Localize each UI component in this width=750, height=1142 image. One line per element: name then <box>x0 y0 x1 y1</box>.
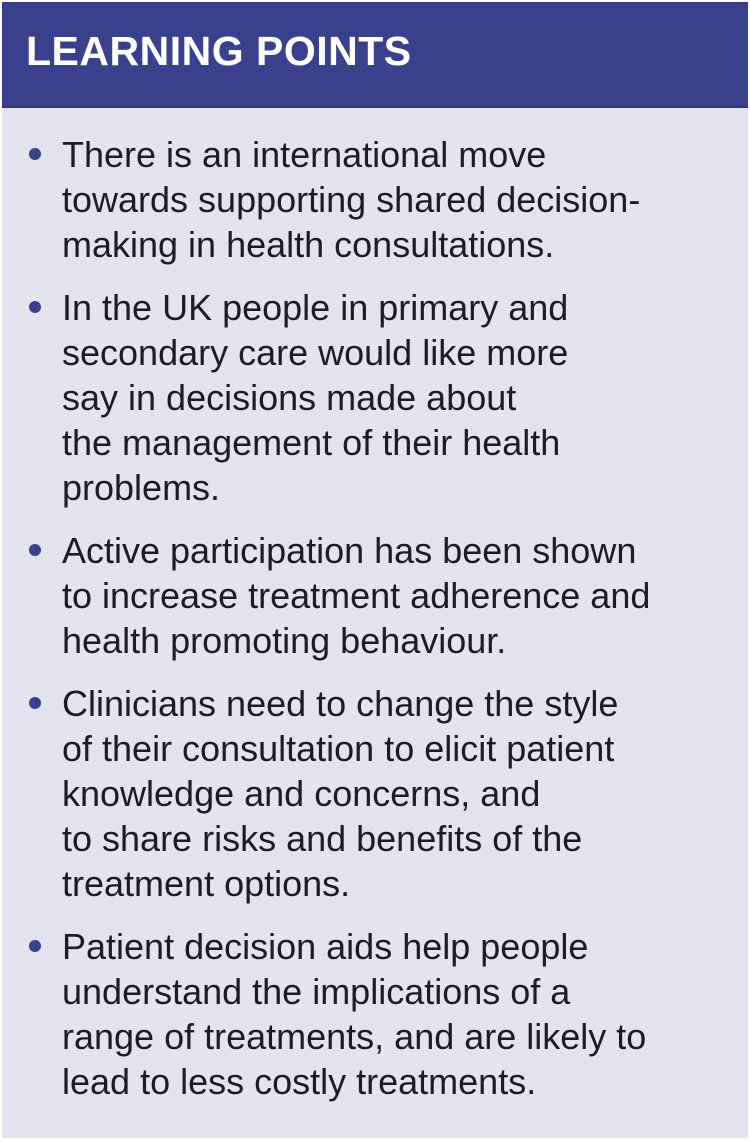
learning-points-header <box>2 2 748 108</box>
point-line: knowledge and concerns, and <box>62 773 541 814</box>
point-line: secondary care would like more <box>62 332 569 373</box>
point-line: Clinicians need to change the style <box>62 683 619 724</box>
point-line: to share risks and benefits of the <box>62 818 583 859</box>
point-line: In the UK people in primary and <box>62 287 569 328</box>
point-line: problems. <box>62 467 221 508</box>
point-line: say in decisions made about <box>62 377 517 418</box>
point-line: towards supporting shared decision- <box>62 179 641 220</box>
point-line: range of treatments, and are likely to <box>62 1016 647 1057</box>
point-line: Active participation has been shown <box>62 530 637 571</box>
bullet-icon <box>29 544 41 556</box>
point-line: There is an international move <box>62 134 547 175</box>
learning-point-1 <box>2 132 728 267</box>
point-line: of their consultation to elicit patient <box>62 728 615 769</box>
point-line: health promoting behaviour. <box>62 620 507 661</box>
bullet-icon <box>29 301 41 313</box>
bullet-icon <box>29 697 41 709</box>
point-line: lead to less costly treatments. <box>62 1061 537 1102</box>
learning-point-3 <box>2 528 728 663</box>
learning-point-2 <box>2 285 728 510</box>
point-line: understand the implications of a <box>62 971 571 1012</box>
point-line: treatment options. <box>62 863 351 904</box>
learning-points-box <box>2 2 748 1138</box>
bullet-icon <box>29 148 41 160</box>
point-line: the management of their health <box>62 422 561 463</box>
learning-point-5 <box>2 924 728 1104</box>
point-line: Patient decision aids help people <box>62 926 589 967</box>
point-line: making in health consultations. <box>62 224 555 265</box>
learning-point-4 <box>2 681 728 906</box>
point-line: to increase treatment adherence and <box>62 575 651 616</box>
header-title: LEARNING POINTS <box>26 27 412 74</box>
learning-points-list <box>2 108 748 1104</box>
bullet-icon <box>29 940 41 952</box>
